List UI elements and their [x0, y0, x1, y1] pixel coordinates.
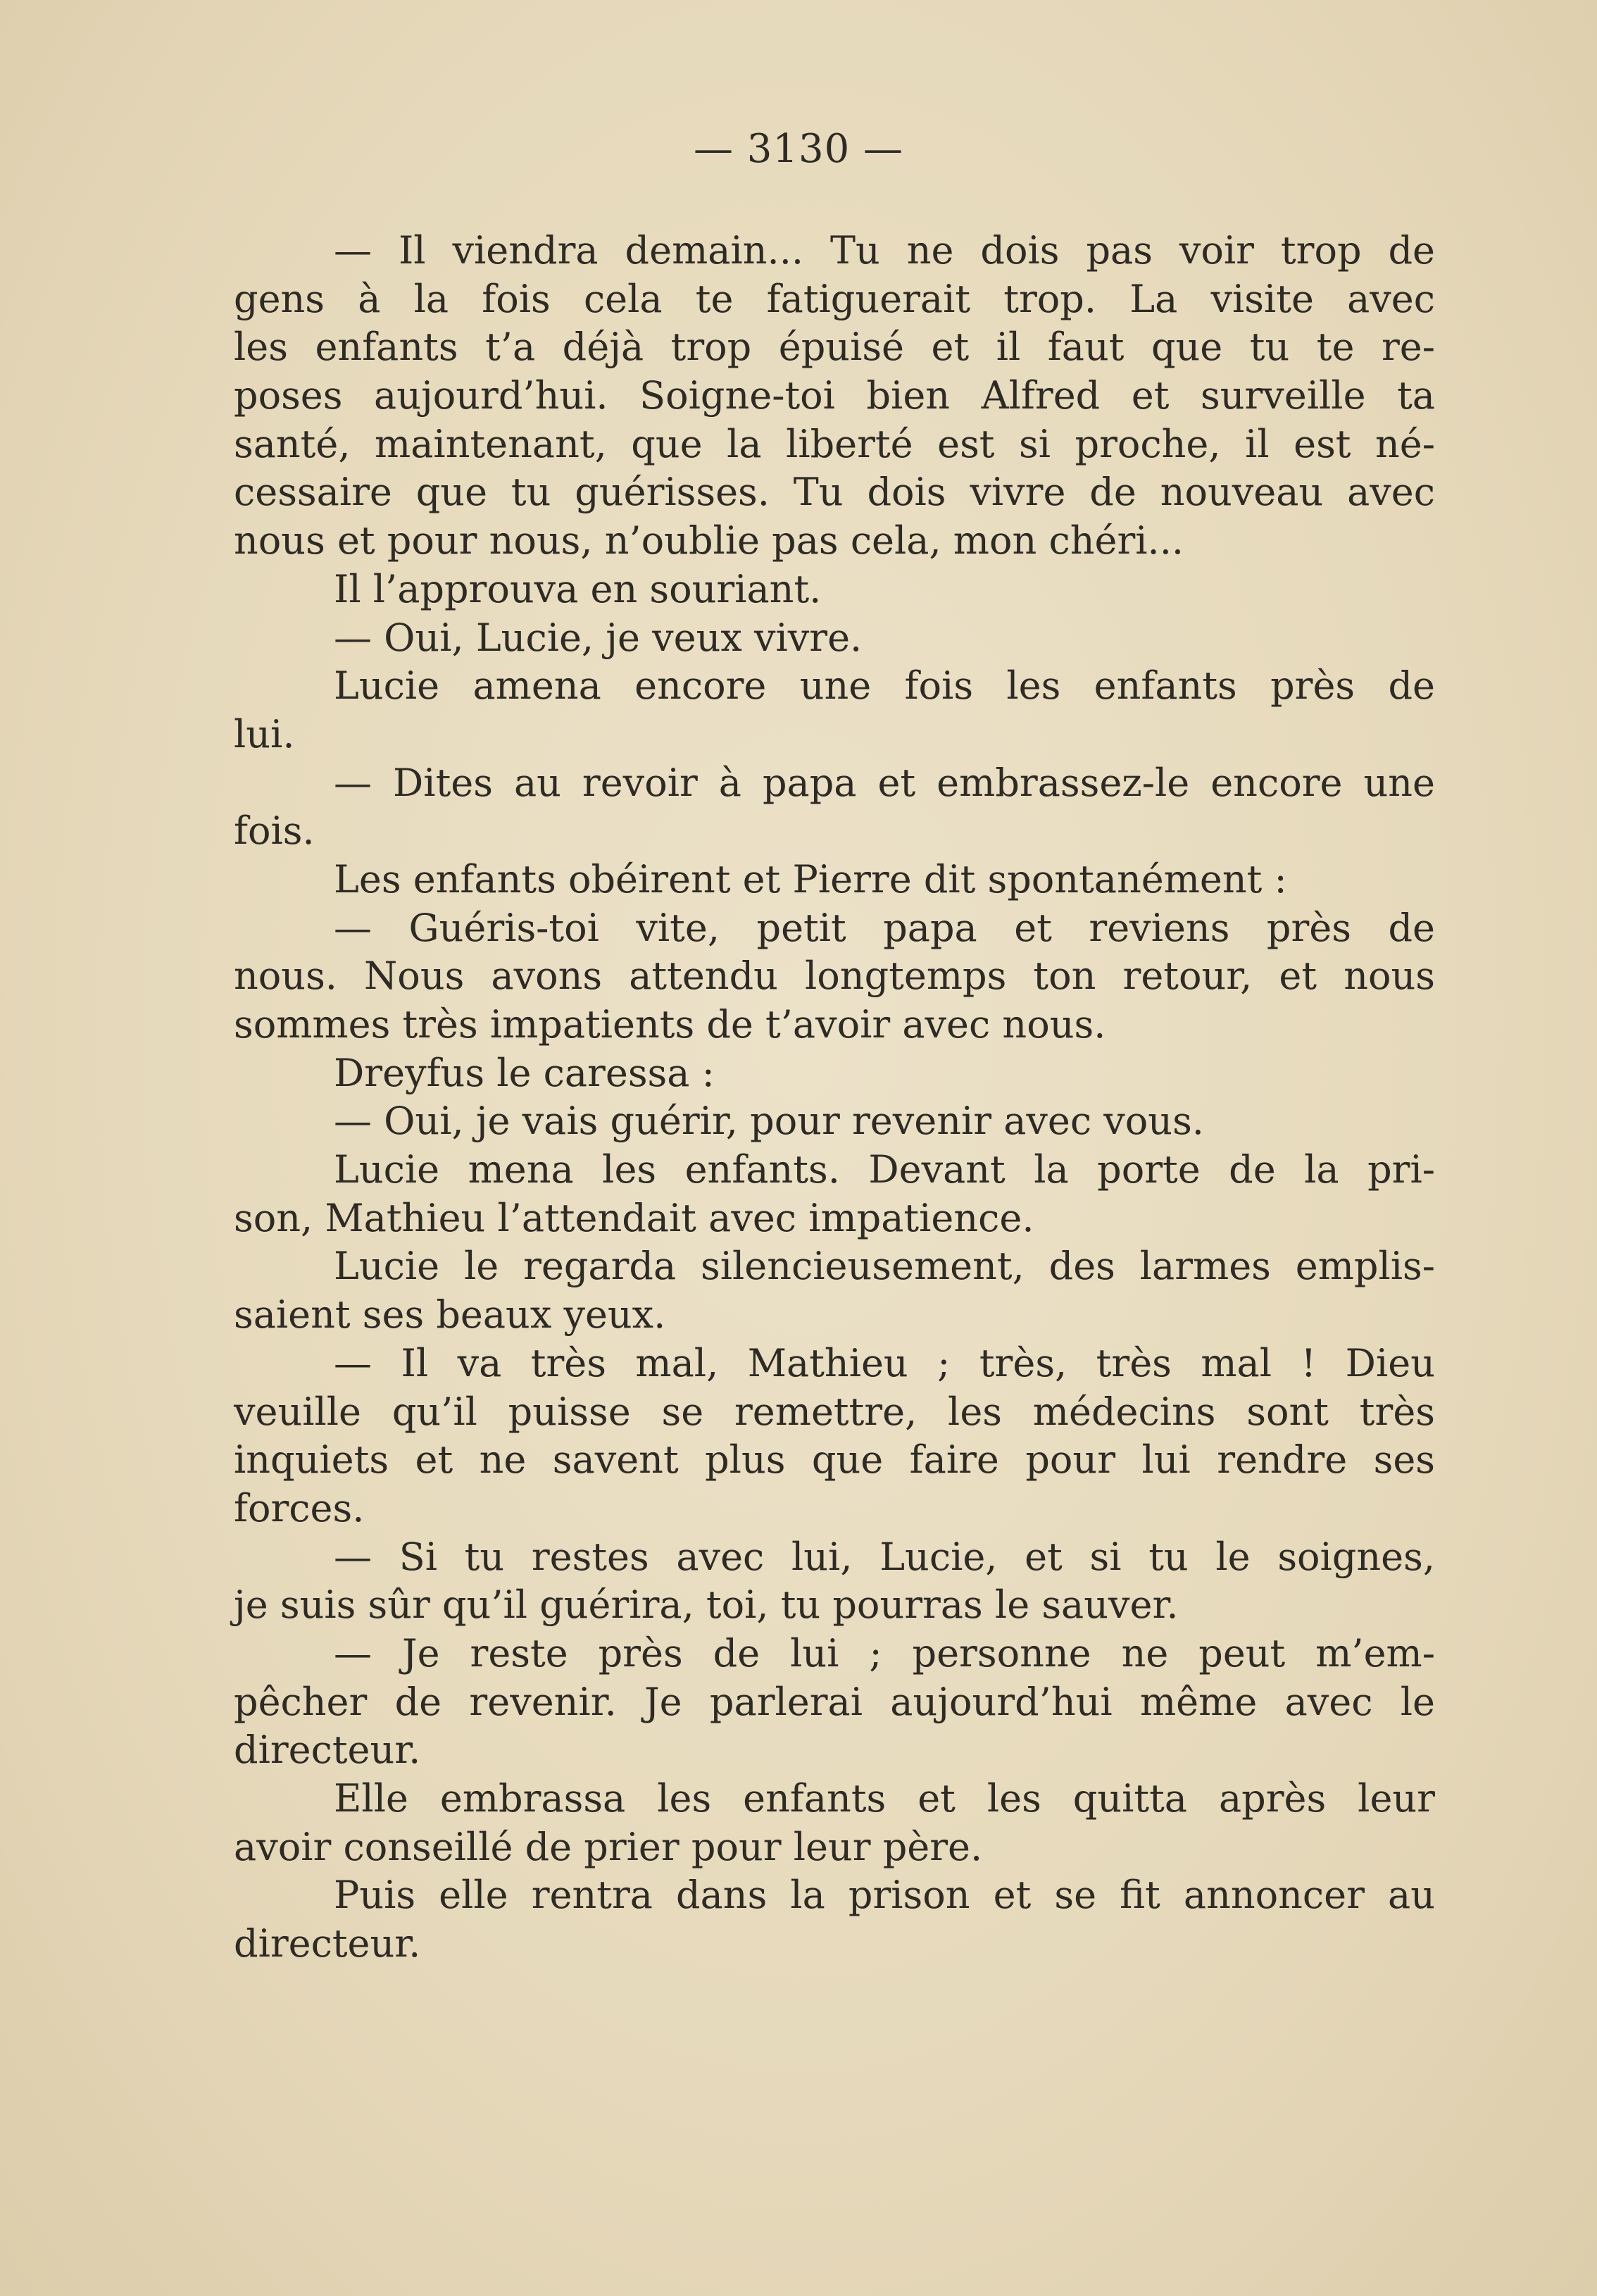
- text-line: forces.: [234, 1485, 365, 1530]
- text-line: directeur.: [234, 1921, 421, 1966]
- text-line: Lucie mena les enfants. Devant la porte de la pri-: [334, 1147, 1435, 1192]
- text-line: — Oui, je vais guérir, pour revenir avec vous.: [334, 1099, 1204, 1144]
- text-line: nous. Nous avons attendu longtemps ton retour, et nous: [234, 954, 1435, 999]
- text-line: sommes très impatients de t’avoir avec nous.: [234, 1002, 1106, 1047]
- text-line: — Il viendra demain... Tu ne dois pas voir trop de: [334, 228, 1435, 273]
- text-line: je suis sûr qu’il guérira, toi, tu pourras le sauver.: [234, 1583, 1179, 1628]
- text-line: les enfants t’a déjà trop épuisé et il faut que tu te re-: [234, 325, 1435, 370]
- body-text: [234, 227, 1435, 1969]
- text-line: veuille qu’il puisse se remettre, les médecins sont très: [234, 1389, 1435, 1434]
- text-line: poses aujourd’hui. Soigne-toi bien Alfred et surveille ta: [234, 373, 1435, 418]
- text-line: directeur.: [234, 1728, 421, 1773]
- text-line: son, Mathieu l’attendait avec impatience.: [234, 1195, 1034, 1240]
- text-line: lui.: [234, 711, 295, 756]
- text-line: santé, maintenant, que la liberté est si proche, il est né-: [234, 421, 1435, 466]
- text-line: Dreyfus le caressa :: [334, 1050, 715, 1095]
- text-line: — Si tu restes avec lui, Lucie, et si tu le soignes,: [334, 1534, 1435, 1579]
- text-line: Elle embrassa les enfants et les quitta après leur: [334, 1776, 1435, 1821]
- text-line: nous et pour nous, n’oublie pas cela, mon chéri...: [234, 518, 1184, 563]
- text-line: avoir conseillé de prier pour leur père.: [234, 1824, 983, 1869]
- text-line: Lucie amena encore une fois les enfants près de: [334, 663, 1435, 709]
- text-line: pêcher de revenir. Je parlerai aujourd’hui même avec le: [234, 1679, 1435, 1724]
- text-line: Lucie le regarda silencieusement, des larmes emplis-: [334, 1244, 1435, 1289]
- text-line: Les enfants obéirent et Pierre dit spontanément :: [334, 856, 1287, 901]
- text-line: gens à la fois cela te fatiguerait trop. La visite avec: [234, 276, 1435, 321]
- text-line: — Oui, Lucie, je veux vivre.: [334, 615, 863, 660]
- text-line: — Dites au revoir à papa et embrassez-le encore une: [334, 760, 1435, 805]
- text-line: fois.: [234, 809, 315, 854]
- page-number: — 3130 —: [693, 126, 904, 172]
- text-line: Puis elle rentra dans la prison et se fit annoncer au: [334, 1873, 1435, 1918]
- text-line: — Guéris-toi vite, petit papa et reviens près de: [334, 905, 1435, 950]
- text-line: — Je reste près de lui ; personne ne peut m’em-: [334, 1630, 1435, 1676]
- text-line: inquiets et ne savent plus que faire pour lui rendre ses: [234, 1437, 1435, 1483]
- text-line: — Il va très mal, Mathieu ; très, très mal ! Dieu: [334, 1340, 1435, 1385]
- text-line: cessaire que tu guérisses. Tu dois vivre de nouveau avec: [234, 470, 1435, 515]
- text-line: saient ses beaux yeux.: [234, 1292, 666, 1337]
- text-line: Il l’approuva en souriant.: [334, 566, 822, 611]
